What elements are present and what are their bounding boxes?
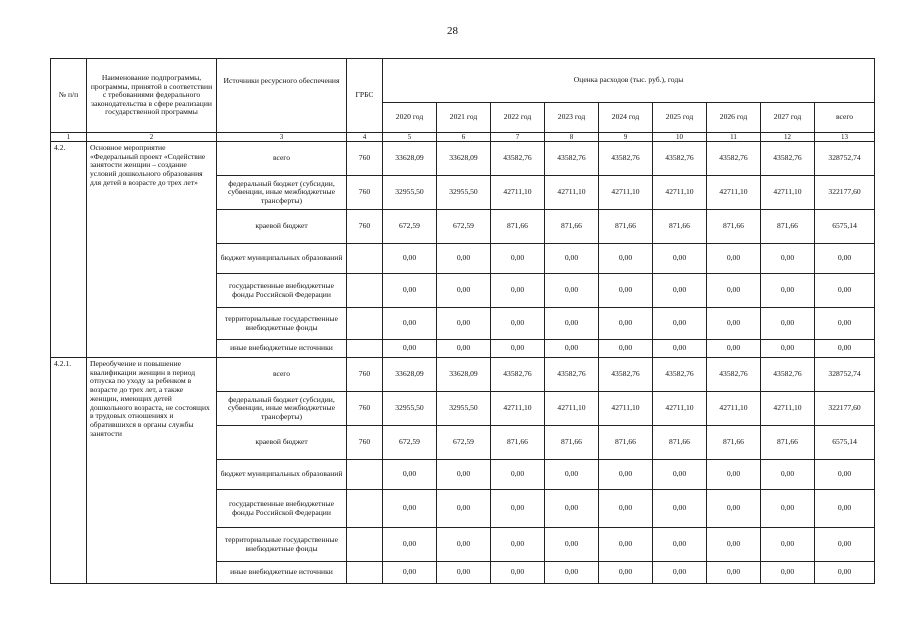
value-cell: 42711,10 xyxy=(545,176,599,210)
value-cell: 672,59 xyxy=(383,210,437,244)
value-cell: 0,00 xyxy=(707,244,761,274)
grbs-code xyxy=(347,490,383,528)
value-cell: 0,00 xyxy=(653,562,707,584)
funding-source: бюджет муниципальных образований xyxy=(217,460,347,490)
value-cell: 43582,76 xyxy=(653,142,707,176)
header-year: 2024 год xyxy=(599,103,653,133)
header-estimate: Оценка расходов (тыс. руб.), годы xyxy=(383,59,875,103)
header-year: 2023 год xyxy=(545,103,599,133)
value-cell: 43582,76 xyxy=(653,358,707,392)
value-cell: 0,00 xyxy=(761,244,815,274)
grbs-code xyxy=(347,244,383,274)
value-cell: 0,00 xyxy=(437,308,491,340)
value-cell: 0,00 xyxy=(491,528,545,562)
value-cell: 43582,76 xyxy=(599,358,653,392)
column-number: 2 xyxy=(87,133,217,142)
value-cell: 871,66 xyxy=(599,426,653,460)
value-cell: 43582,76 xyxy=(707,142,761,176)
value-total: 328752,74 xyxy=(815,358,875,392)
table-body xyxy=(51,142,875,584)
value-cell: 42711,10 xyxy=(761,176,815,210)
value-cell: 871,66 xyxy=(491,210,545,244)
value-cell: 42711,10 xyxy=(707,392,761,426)
value-cell: 0,00 xyxy=(383,308,437,340)
value-cell: 33628,09 xyxy=(383,358,437,392)
value-cell: 0,00 xyxy=(437,528,491,562)
value-cell: 871,66 xyxy=(761,426,815,460)
value-cell: 0,00 xyxy=(383,528,437,562)
grbs-code xyxy=(347,274,383,308)
column-number: 11 xyxy=(707,133,761,142)
funding-source: государственные внебюджетные фонды Российской Федерации xyxy=(217,490,347,528)
value-cell: 32955,50 xyxy=(437,392,491,426)
value-cell: 672,59 xyxy=(437,426,491,460)
funding-source: федеральный бюджет (субсидии, субвенции, иные межбюджетные трансферты) xyxy=(217,176,347,210)
column-number: 6 xyxy=(437,133,491,142)
column-number: 9 xyxy=(599,133,653,142)
value-total: 6575,14 xyxy=(815,426,875,460)
value-cell: 871,66 xyxy=(545,210,599,244)
value-total: 0,00 xyxy=(815,460,875,490)
section-name: Основное мероприятие «Федеральный проект «Содействие занятости женщин – создание условий дошкольного образования для детей в возрасте до трех лет» xyxy=(87,142,217,358)
column-number: 1 xyxy=(51,133,87,142)
value-total: 0,00 xyxy=(815,528,875,562)
column-number: 12 xyxy=(761,133,815,142)
value-cell: 43582,76 xyxy=(491,358,545,392)
value-cell: 0,00 xyxy=(545,460,599,490)
value-cell: 871,66 xyxy=(599,210,653,244)
value-cell: 0,00 xyxy=(653,308,707,340)
value-cell: 0,00 xyxy=(491,562,545,584)
value-cell: 0,00 xyxy=(437,274,491,308)
value-cell: 871,66 xyxy=(491,426,545,460)
value-cell: 43582,76 xyxy=(761,358,815,392)
page-number: 28 xyxy=(447,25,458,37)
value-total: 0,00 xyxy=(815,308,875,340)
funding-source: бюджет муниципальных образований xyxy=(217,244,347,274)
value-cell: 33628,09 xyxy=(437,142,491,176)
grbs-code: 760 xyxy=(347,142,383,176)
value-cell: 0,00 xyxy=(761,490,815,528)
value-total: 0,00 xyxy=(815,244,875,274)
header-name: Наименование подпрограммы, программы, принятой в соответствии с требованиями федерального законодательства в сфере реализации государственной программы xyxy=(87,59,217,133)
value-cell: 0,00 xyxy=(491,274,545,308)
header-grbs: ГРБС xyxy=(347,59,383,133)
value-cell: 0,00 xyxy=(491,340,545,358)
value-cell: 0,00 xyxy=(545,528,599,562)
value-cell: 0,00 xyxy=(707,562,761,584)
value-cell: 0,00 xyxy=(599,490,653,528)
value-cell: 0,00 xyxy=(545,490,599,528)
column-number: 5 xyxy=(383,133,437,142)
grbs-code: 760 xyxy=(347,358,383,392)
value-total: 322177,60 xyxy=(815,176,875,210)
funding-source: государственные внебюджетные фонды Российской Федерации xyxy=(217,274,347,308)
value-cell: 0,00 xyxy=(761,308,815,340)
value-cell: 0,00 xyxy=(437,340,491,358)
value-cell: 0,00 xyxy=(599,244,653,274)
grbs-code: 760 xyxy=(347,210,383,244)
grbs-code: 760 xyxy=(347,176,383,210)
value-cell: 0,00 xyxy=(437,490,491,528)
value-cell: 871,66 xyxy=(653,210,707,244)
header-sources: Источники ресурсного обеспечения xyxy=(217,59,347,133)
value-cell: 0,00 xyxy=(707,528,761,562)
funding-source: всего xyxy=(217,142,347,176)
value-cell: 871,66 xyxy=(761,210,815,244)
value-total: 0,00 xyxy=(815,274,875,308)
grbs-code xyxy=(347,562,383,584)
value-cell: 0,00 xyxy=(599,308,653,340)
value-cell: 0,00 xyxy=(437,460,491,490)
value-cell: 0,00 xyxy=(707,340,761,358)
value-cell: 871,66 xyxy=(653,426,707,460)
value-cell: 0,00 xyxy=(653,274,707,308)
value-cell: 871,66 xyxy=(545,426,599,460)
funding-source: федеральный бюджет (субсидии, субвенции, иные межбюджетные трансферты) xyxy=(217,392,347,426)
value-cell: 43582,76 xyxy=(707,358,761,392)
value-cell: 43582,76 xyxy=(545,142,599,176)
value-total: 322177,60 xyxy=(815,392,875,426)
grbs-code xyxy=(347,460,383,490)
header-year: 2026 год xyxy=(707,103,761,133)
header-year-total: всего xyxy=(815,103,875,133)
funding-source: иные внебюджетные источники xyxy=(217,562,347,584)
value-cell: 0,00 xyxy=(491,460,545,490)
value-cell: 0,00 xyxy=(545,340,599,358)
value-cell: 0,00 xyxy=(491,308,545,340)
value-cell: 0,00 xyxy=(599,460,653,490)
column-number: 10 xyxy=(653,133,707,142)
value-cell: 32955,50 xyxy=(383,392,437,426)
value-cell: 0,00 xyxy=(653,244,707,274)
column-number-row xyxy=(51,133,875,142)
value-cell: 33628,09 xyxy=(437,358,491,392)
funding-source: краевой бюджет xyxy=(217,210,347,244)
grbs-code xyxy=(347,528,383,562)
header-year: 2020 год xyxy=(383,103,437,133)
value-cell: 0,00 xyxy=(545,562,599,584)
header-num: № п/п xyxy=(51,59,87,133)
value-cell: 42711,10 xyxy=(545,392,599,426)
grbs-code xyxy=(347,340,383,358)
value-cell: 42711,10 xyxy=(707,176,761,210)
value-total: 6575,14 xyxy=(815,210,875,244)
column-number: 13 xyxy=(815,133,875,142)
column-number: 4 xyxy=(347,133,383,142)
value-cell: 0,00 xyxy=(707,490,761,528)
value-cell: 42711,10 xyxy=(599,176,653,210)
value-cell: 32955,50 xyxy=(437,176,491,210)
section-name: Переобучение и повышение квалификации женщин в период отпуска по уходу за ребенком в возрасте до трех лет, а также женщин, имеющих детей дошкольного возраста, не состоящих в трудовых отношениях и обратившихся в органы службы занятости xyxy=(87,358,217,584)
table-row xyxy=(51,358,875,392)
value-cell: 0,00 xyxy=(383,562,437,584)
value-cell: 0,00 xyxy=(653,340,707,358)
header-year: 2027 год xyxy=(761,103,815,133)
value-cell: 0,00 xyxy=(545,244,599,274)
table-row xyxy=(51,142,875,176)
column-number: 3 xyxy=(217,133,347,142)
funding-source: всего xyxy=(217,358,347,392)
value-cell: 42711,10 xyxy=(653,176,707,210)
header-year: 2022 год xyxy=(491,103,545,133)
value-total: 0,00 xyxy=(815,490,875,528)
value-total: 0,00 xyxy=(815,562,875,584)
header-year: 2025 год xyxy=(653,103,707,133)
value-cell: 0,00 xyxy=(653,490,707,528)
value-cell: 0,00 xyxy=(599,274,653,308)
value-total: 0,00 xyxy=(815,340,875,358)
value-cell: 0,00 xyxy=(383,274,437,308)
value-cell: 0,00 xyxy=(761,460,815,490)
value-cell: 0,00 xyxy=(761,274,815,308)
grbs-code: 760 xyxy=(347,426,383,460)
section-index: 4.2.1. xyxy=(51,358,87,584)
value-cell: 0,00 xyxy=(545,308,599,340)
value-cell: 672,59 xyxy=(437,210,491,244)
section-index: 4.2. xyxy=(51,142,87,358)
value-cell: 0,00 xyxy=(653,460,707,490)
value-cell: 33628,09 xyxy=(383,142,437,176)
value-cell: 43582,76 xyxy=(491,142,545,176)
value-cell: 871,66 xyxy=(707,210,761,244)
value-cell: 0,00 xyxy=(491,490,545,528)
value-cell: 0,00 xyxy=(761,340,815,358)
value-cell: 0,00 xyxy=(545,274,599,308)
value-cell: 0,00 xyxy=(437,562,491,584)
value-cell: 43582,76 xyxy=(545,358,599,392)
value-cell: 0,00 xyxy=(383,244,437,274)
value-cell: 42711,10 xyxy=(761,392,815,426)
value-cell: 0,00 xyxy=(383,460,437,490)
value-cell: 42711,10 xyxy=(599,392,653,426)
value-cell: 672,59 xyxy=(383,426,437,460)
funding-source: территориальные государственные внебюджетные фонды xyxy=(217,528,347,562)
funding-source: территориальные государственные внебюджетные фонды xyxy=(217,308,347,340)
value-cell: 0,00 xyxy=(707,308,761,340)
value-cell: 42711,10 xyxy=(491,392,545,426)
value-cell: 0,00 xyxy=(383,490,437,528)
value-cell: 0,00 xyxy=(491,244,545,274)
value-total: 328752,74 xyxy=(815,142,875,176)
funding-source: краевой бюджет xyxy=(217,426,347,460)
value-cell: 0,00 xyxy=(707,274,761,308)
funding-source: иные внебюджетные источники xyxy=(217,340,347,358)
value-cell: 0,00 xyxy=(707,460,761,490)
value-cell: 0,00 xyxy=(653,528,707,562)
value-cell: 0,00 xyxy=(599,340,653,358)
column-number: 7 xyxy=(491,133,545,142)
grbs-code: 760 xyxy=(347,392,383,426)
value-cell: 0,00 xyxy=(761,528,815,562)
column-number: 8 xyxy=(545,133,599,142)
value-cell: 0,00 xyxy=(437,244,491,274)
value-cell: 42711,10 xyxy=(653,392,707,426)
grbs-code xyxy=(347,308,383,340)
value-cell: 43582,76 xyxy=(599,142,653,176)
value-cell: 42711,10 xyxy=(491,176,545,210)
value-cell: 0,00 xyxy=(599,562,653,584)
value-cell: 0,00 xyxy=(383,340,437,358)
value-cell: 0,00 xyxy=(761,562,815,584)
value-cell: 871,66 xyxy=(707,426,761,460)
budget-table xyxy=(50,58,875,584)
value-cell: 32955,50 xyxy=(383,176,437,210)
value-cell: 0,00 xyxy=(599,528,653,562)
header-year: 2021 год xyxy=(437,103,491,133)
value-cell: 43582,76 xyxy=(761,142,815,176)
